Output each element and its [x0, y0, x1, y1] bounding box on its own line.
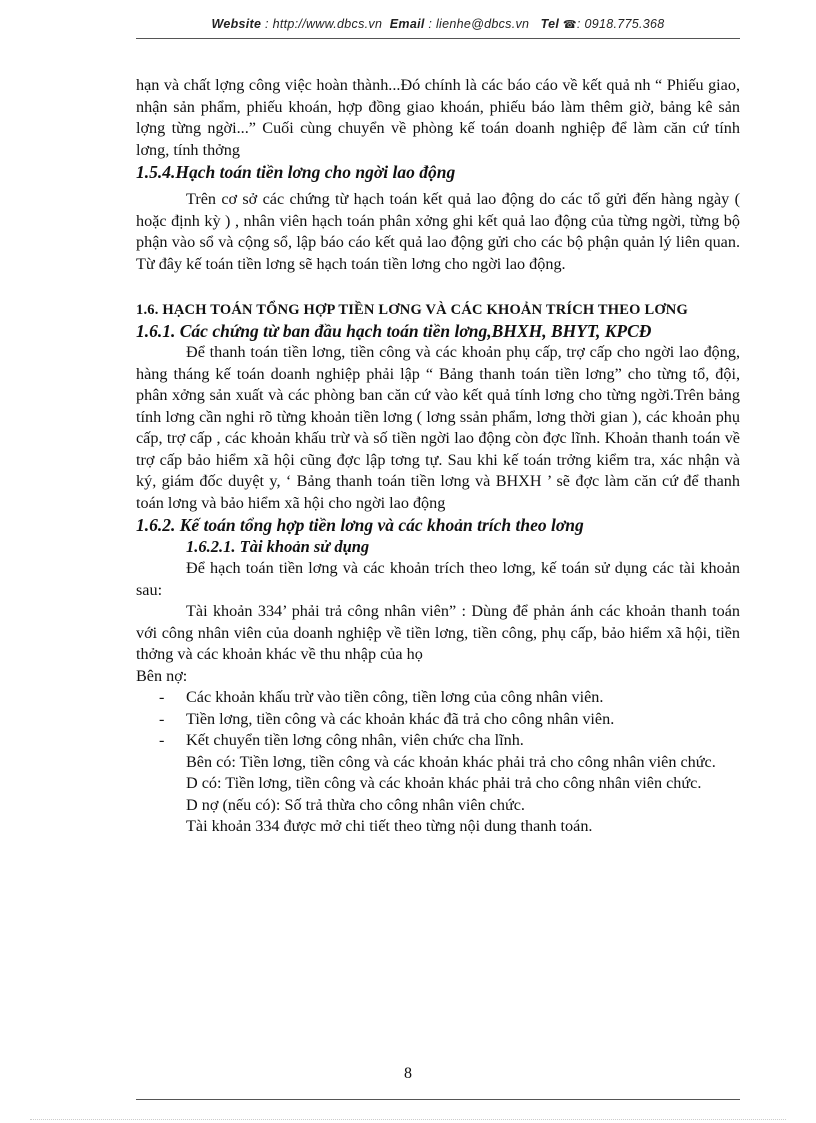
heading-1-6: 1.6. HẠCH TOÁN TỔNG HỢP TIỀN LƠNG VÀ CÁC KHOẢN TRÍCH THEO LƠNG — [136, 302, 688, 318]
debit-item-text: Tiền lơng, tiền công và các khoản khác đã trả cho công nhân viên. — [186, 709, 615, 728]
paragraph-credit: Bên có: Tiền lơng, tiền công và các khoản khác phải trả cho công nhân viên chức. — [186, 752, 716, 771]
debit-label: Bên nợ: — [136, 666, 188, 685]
paragraph-debit-balance: D nợ (nếu có): Số trả thừa cho công nhân viên chức. — [186, 795, 525, 814]
debit-item — [136, 687, 740, 709]
dash-marker: - — [159, 709, 165, 728]
page-header — [136, 0, 740, 39]
paragraph-credit-balance: D có: Tiền lơng, tiền công và các khoản khác phải trả cho công nhân viên chức. — [186, 774, 702, 792]
phone-icon: ☎ — [562, 19, 577, 31]
dash-marker: - — [159, 688, 165, 706]
website-value: : http://www.dbcs.vn — [261, 17, 383, 31]
email-label: Email — [389, 17, 425, 31]
footer-rule — [136, 1099, 740, 1100]
debit-item-text: Các khoản khấu trừ vào tiền công, tiền lơng của công nhân viên. — [186, 688, 604, 706]
page-edge-dotted-line — [30, 1119, 786, 1120]
debit-item — [136, 730, 740, 752]
paragraph-payroll-sheet: Để thanh toán tiền lơng, tiền công và các khoản phụ cấp, trợ cấp cho ngời lao động, hàng tháng kế toán doanh nghiệp phải lập “ Bảng thanh toán tiền lơng” cho từng tổ, đội, phân xởng sản xuất và các phòng ban căn cứ vào kết quả tính lơng cho từng ngời.Trên bảng tính lơng cần nghi rõ từng khoản tiền lơng ( lơng ssản phẩm, lơng thời gian ), các khoản phụ cấp, trợ cấp , các khoản khấu trừ và số tiền ngời lao động còn đợc lĩnh. Khoản thanh toán về trợ cấp bảo hiểm xã hội cũng đợc lập tơng tự. Sau khi kế toán trởng kiểm tra, xác nhận và ký, giám đốc duyệt y, ‘ Bảng thanh toán tiền lơng và BHXH ’ sẽ đợc làm căn cứ để thanh toán lơng và bảo hiểm xã hội cho ngời lao động — [136, 343, 740, 512]
tel-label: Tel — [540, 17, 560, 31]
paragraph-account-334: Tài khoản 334’ phải trả công nhân viên” : Dùng để phản ánh các khoản thanh toán với công nhân viên của doanh nghiệp về tiền lơng, tiền công, phụ cấp, bảo hiểm xã hội, tiền thởng và các khoản khác về thu nhập của họ — [136, 602, 740, 663]
heading-1-6-1: 1.6.1. Các chứng từ ban đầu hạch toán tiền lơng,BHXH, BHYT, KPCĐ — [136, 321, 652, 341]
header-contact-line — [136, 17, 740, 31]
paragraph-report-forms: hạn và chất lợng công việc hoàn thành...Đó chính là các báo cáo về kết quả nh “ Phiếu giao, nhận sản phẩm, phiếu khoán, hợp đồng giao khoán, phiếu báo làm thêm giờ, bảng kê sản lợng từng ngời...” Cuối cùng chuyển về phòng kế toán doanh nghiệp để làm căn cứ tính lơng, tính thởng — [136, 76, 740, 159]
heading-1-6-2-1: 1.6.2.1. Tài khoản sử dụng — [186, 537, 370, 556]
paragraph-labour-accounting: Trên cơ sở các chứng từ hạch toán kết quả lao động do các tổ gửi đến hàng ngày ( hoặc định kỳ ) , nhân viên hạch toán phân xởng ghi kết quả lao động của từng ngời, từng bộ phận vào sổ và cộng sổ, lập báo cáo kết quả lao động gửi cho các bộ phận quản lý liên quan. Từ đây kế toán tiền lơng sẽ hạch toán tiền lơng cho ngời lao động. — [136, 190, 740, 273]
page-number: 8 — [404, 1065, 412, 1082]
website-label: Website — [211, 17, 262, 31]
tel-value: : 0918.775.368 — [576, 17, 665, 31]
heading-1-5-4: 1.5.4.Hạch toán tiền lơng cho ngời lao động — [136, 162, 456, 182]
debit-item-text: Kết chuyển tiền lơng công nhân, viên chức cha lĩnh. — [186, 731, 524, 749]
dash-marker: - — [159, 731, 165, 749]
paragraph-account-detail: Tài khoản 334 được mở chi tiết theo từng nội dung thanh toán. — [186, 817, 593, 835]
heading-1-6-2: 1.6.2. Kế toán tổng hợp tiền lơng và các khoản trích theo lơng — [136, 515, 584, 535]
debit-item — [136, 709, 740, 731]
document-body — [136, 75, 740, 838]
email-value: : lienhe@dbcs.vn — [424, 17, 530, 31]
paragraph-accounts-used: Để hạch toán tiền lơng và các khoản trích theo lơng, kế toán sử dụng các tài khoản sau: — [136, 559, 740, 599]
